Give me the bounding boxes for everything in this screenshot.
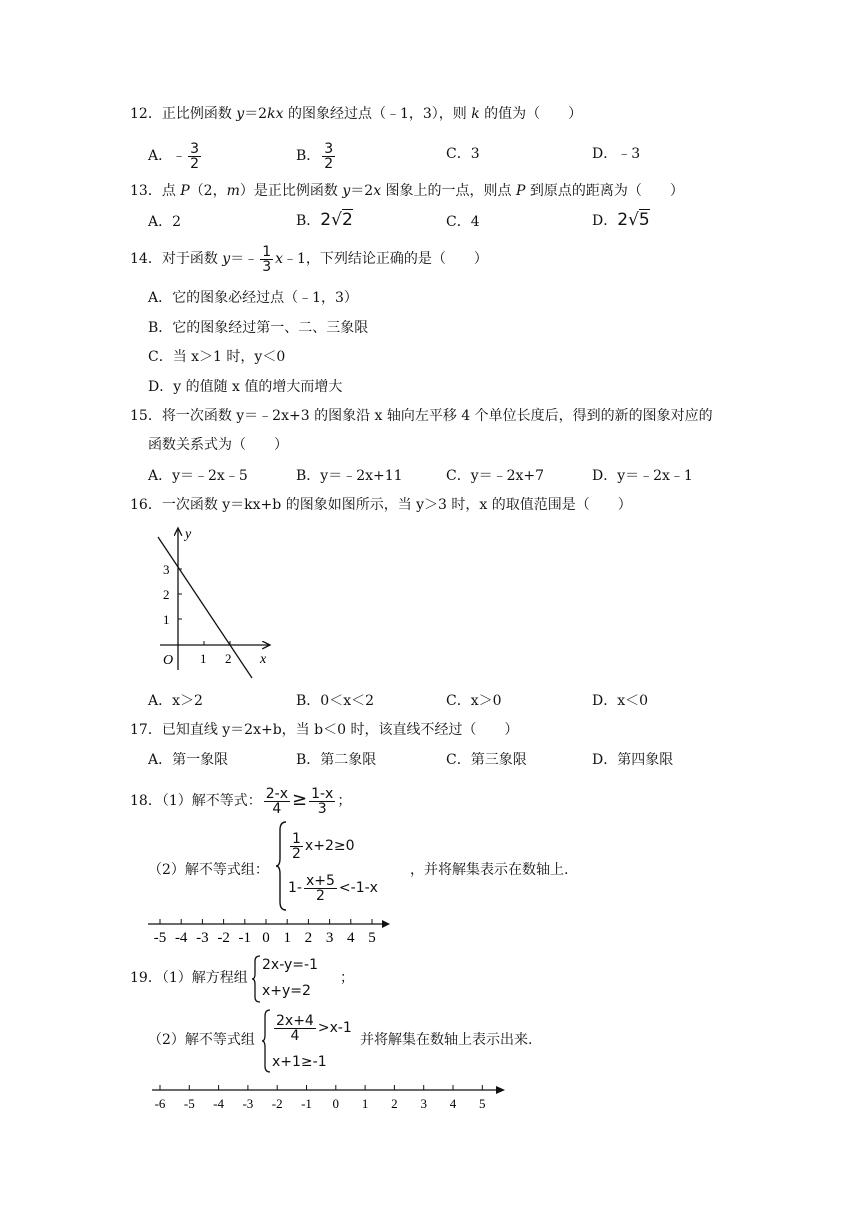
number-line-label: 1 (283, 930, 291, 946)
q18-number-line (146, 916, 396, 948)
numerator: 3 (190, 140, 200, 157)
q18-part2-tail: ，并将解集表示在数轴上. (410, 862, 569, 878)
q17-option-a[interactable]: A．第一象限 (148, 752, 229, 768)
expression: 1- (288, 880, 302, 896)
radicand: 5 (638, 210, 650, 230)
q19-part2-label: （2）解不等式组 (148, 1032, 255, 1048)
radicand: 2 (341, 210, 353, 230)
fraction (304, 874, 337, 903)
number-line-label: 0 (332, 1096, 340, 1111)
option-label: D． (592, 213, 618, 229)
numerator: 1 (292, 830, 301, 847)
q13-text: 13．点 (130, 183, 181, 199)
number-line-label: -3 (196, 930, 209, 946)
q12-option-b[interactable] (296, 138, 337, 174)
q19-ineq1 (272, 1010, 352, 1046)
number-line-label: 3 (325, 930, 334, 946)
q19-eq2: x+y=2 (262, 983, 311, 999)
numerator: 1 (262, 243, 272, 260)
q14-text: ﹣1，下列结论正确的是（ ） (283, 251, 488, 267)
denominator: 4 (290, 1027, 300, 1044)
option-label: B． (296, 148, 321, 164)
q13-text: ＝2 (350, 183, 374, 199)
option-label: C． (446, 214, 471, 230)
q16-option-b[interactable]: B．0＜x＜2 (296, 693, 374, 709)
q18-brace-icon (276, 820, 288, 912)
coefficient: 2 (617, 210, 629, 230)
relation-symbol: ≥ (291, 789, 308, 810)
q16-stem: 16．一次函数 y＝kx+b 的图象如图所示，当 y＞3 时，x 的取值范围是（ ） (130, 497, 632, 513)
denominator: 3 (317, 800, 327, 817)
number-line-label: 2 (391, 1096, 398, 1111)
q15-stem-line1: 15．将一次函数 y＝﹣2x+3 的图象沿 x 轴向左平移 4 个单位长度后，得到的新的图象对应的 (130, 408, 713, 424)
q13-option-d[interactable] (592, 210, 650, 231)
q15-option-a[interactable]: A．y＝﹣2x﹣5 (148, 468, 248, 484)
y-tick-label: 2 (163, 587, 170, 602)
q13-text: ）是正比例函数 (239, 183, 343, 199)
y-axis-label: y (185, 527, 192, 542)
number-line-label: -4 (174, 930, 188, 946)
option-label: B． (296, 213, 321, 229)
q18-sys-line2 (288, 868, 378, 908)
q13-var-y: y (342, 183, 351, 199)
number-line-label: -4 (213, 1096, 225, 1111)
q12-option-c[interactable] (446, 144, 480, 164)
q19-number-line (150, 1082, 510, 1116)
fraction (188, 142, 201, 171)
fraction (274, 1014, 316, 1043)
q12-var-y: y (236, 106, 245, 122)
q18-part1 (130, 780, 351, 820)
expression: <-1-x (338, 880, 378, 896)
option-text: 2 (172, 214, 182, 230)
number-line-label: 5 (368, 930, 376, 946)
x-tick-label: 1 (200, 651, 207, 666)
numerator: 1-x (311, 785, 334, 802)
q15-option-c[interactable]: C．y＝﹣2x+7 (446, 468, 545, 484)
q19-eq1: 2x-y=-1 (262, 957, 318, 973)
coefficient: 2 (320, 210, 332, 230)
option-label: A． (148, 214, 173, 230)
q14-option-b[interactable]: B．它的图象经过第一、二、三象限 (148, 320, 369, 336)
fraction (309, 787, 335, 816)
punctuation: ； (337, 793, 352, 809)
fraction (290, 832, 303, 861)
q14-text: 14．对于函数 (130, 251, 223, 267)
fraction (322, 142, 335, 171)
q19-part1-end: ； (340, 970, 354, 986)
expression: >x-1 (317, 1020, 352, 1036)
numerator: 2x+4 (276, 1012, 314, 1029)
denominator: 3 (262, 258, 272, 275)
number-line-label: 4 (347, 930, 355, 946)
q18-sys-line1 (288, 826, 354, 866)
option-text: ﹣3 (617, 146, 641, 162)
number-line-label: 5 (479, 1096, 486, 1111)
q12-var-kx: kx (267, 106, 284, 122)
numerator: 3 (324, 140, 334, 157)
number-line-label: -5 (153, 930, 167, 946)
option-label: A． (148, 148, 173, 164)
arrow-icon (496, 1086, 505, 1094)
q13-var-p: P (516, 183, 526, 199)
expression: x+2≥0 (304, 838, 355, 854)
q12-text-4: 的值为（ ） (479, 106, 583, 122)
q18-part2-label: （2）解不等式组： (148, 862, 269, 878)
q13-var-p: P (180, 183, 190, 199)
q19-part1-label: 19．（1）解方程组 (130, 970, 248, 986)
option-label: C． (446, 146, 471, 162)
fraction (260, 245, 273, 274)
q12-text-2: ＝2 (244, 106, 268, 122)
number-line-label: 0 (262, 930, 270, 946)
q16-option-c[interactable]: C．x＞0 (446, 693, 502, 709)
option-text: 3 (470, 146, 480, 162)
q13-text: （2， (189, 183, 227, 199)
q13-option-a[interactable] (148, 212, 181, 232)
option-label: D． (592, 146, 618, 162)
number-line-label: -6 (154, 1096, 166, 1111)
minus-sign: ﹣ (172, 148, 187, 164)
q12-var-k: k (471, 106, 480, 122)
q18-label: 18．（1）解不等式： (130, 793, 262, 809)
q12-option-d[interactable] (592, 144, 640, 164)
q12-option-a[interactable] (148, 138, 203, 174)
q13-option-b[interactable] (296, 210, 353, 231)
q13-stem (130, 181, 684, 201)
q19-ineq2: x+1≥-1 (272, 1054, 327, 1070)
number-line-label: -3 (242, 1096, 254, 1111)
number-line-label: 4 (449, 1096, 457, 1111)
q12-stem (130, 104, 582, 124)
number-line-label: -1 (238, 930, 252, 946)
q17-option-b[interactable]: B．第二象限 (296, 752, 377, 768)
number-line-label: 2 (304, 930, 313, 946)
q13-text: 图象上的一点，则点 (381, 183, 516, 199)
q14-text: ＝﹣ (230, 251, 259, 267)
number-line-label: -2 (217, 930, 230, 946)
q13-option-c[interactable] (446, 212, 480, 232)
denominator: 2 (324, 155, 334, 172)
number-line-label: 3 (420, 1096, 427, 1111)
q13-var-x: x (373, 183, 382, 199)
q13-var-m: m (226, 183, 240, 199)
q19-brace-icon (252, 954, 262, 1004)
denominator: 2 (315, 887, 325, 904)
y-tick-label: 3 (163, 562, 170, 577)
sqrt-icon: √ (331, 210, 342, 230)
q16-option-a[interactable]: A．x＞2 (148, 693, 203, 709)
sqrt-icon: √ (628, 210, 639, 230)
number-line-label: 1 (361, 1096, 369, 1111)
x-tick-label: 2 (225, 651, 232, 666)
q19-part2-tail: 并将解集在数轴上表示出来. (360, 1032, 533, 1048)
numerator: x+5 (305, 872, 335, 889)
q14-option-c[interactable]: C．当 x＞1 时，y＜0 (148, 349, 286, 365)
q14-var-x: x (275, 251, 284, 267)
number-line-label: -5 (183, 1096, 195, 1111)
q17-option-d[interactable]: D．第四象限 (592, 752, 674, 768)
x-axis-label: x (260, 652, 267, 667)
q12-text-3: 的图象经过点（﹣1，3），则 (283, 106, 472, 122)
number-line-label: -1 (301, 1096, 312, 1111)
origin-label: O (163, 653, 174, 668)
denominator: 2 (190, 155, 200, 172)
q14-var-y: y (222, 251, 231, 267)
number-line-label: -2 (271, 1096, 283, 1111)
fraction (264, 787, 290, 816)
option-text: 4 (470, 214, 480, 230)
q15-option-d[interactable]: D．y＝﹣2x﹣1 (592, 468, 693, 484)
numerator: 2-x (265, 785, 288, 802)
denominator: 4 (272, 800, 282, 817)
y-tick-label: 1 (163, 612, 170, 627)
q14-option-d[interactable]: D．y 的值随 x 值的增大而增大 (148, 379, 343, 395)
q16-graph (148, 522, 278, 682)
arrow-icon (382, 920, 390, 928)
q15-option-b[interactable]: B．y＝﹣2x+11 (296, 468, 403, 484)
q16-option-d[interactable]: D．x＜0 (592, 693, 649, 709)
q14-option-a[interactable]: A．它的图象必经过点（﹣1，3） (148, 290, 358, 306)
q12-text-1: 12．正比例函数 (130, 106, 237, 122)
q19-brace-icon-2 (262, 1008, 272, 1074)
q15-stem-line2: 函数关系式为（ ） (148, 437, 288, 453)
q17-option-c[interactable]: C．第三象限 (446, 752, 527, 768)
q13-text: 到原点的距离为（ ） (525, 183, 684, 199)
q17-stem: 17．已知直线 y＝2x+b，当 b＜0 时，该直线不经过（ ） (130, 722, 519, 738)
denominator: 2 (292, 845, 301, 862)
q14-stem (130, 242, 488, 276)
